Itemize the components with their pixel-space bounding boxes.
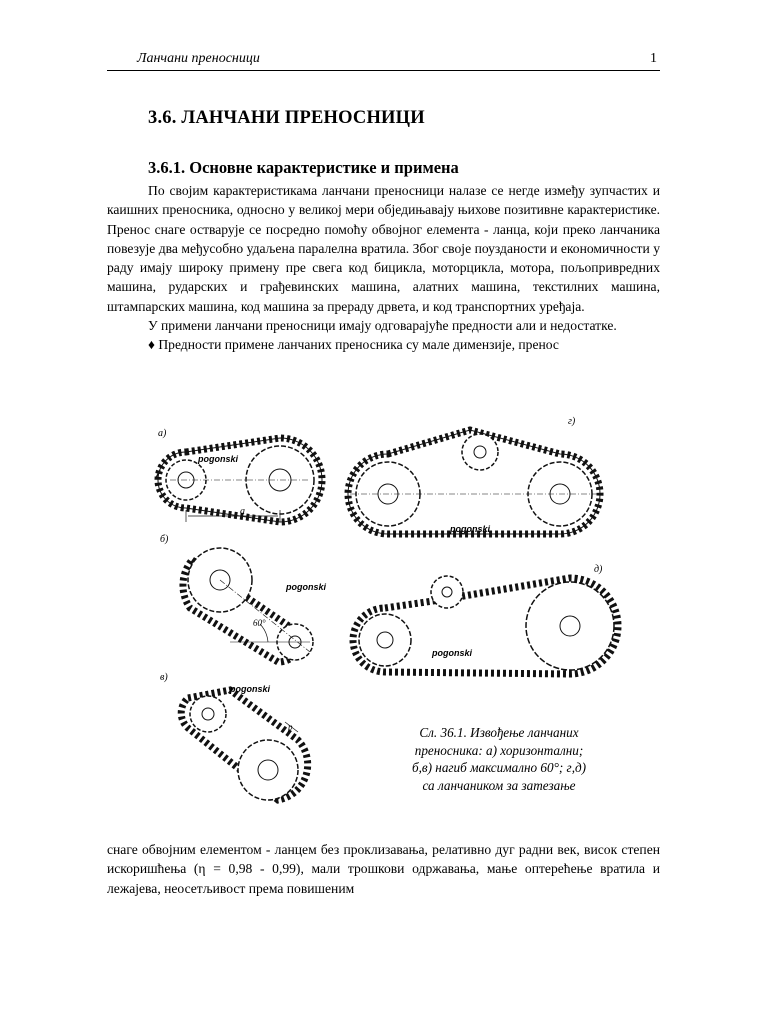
- body-text: [107, 181, 660, 355]
- drive-label: pogonski: [230, 684, 270, 694]
- caption-line: са ланчаником за затезање: [422, 777, 576, 793]
- body-text-continued: [107, 840, 660, 898]
- section-heading: 3.6. ЛАНЧАНИ ПРЕНОСНИЦИ: [148, 108, 425, 128]
- angle-label: 60°: [253, 618, 266, 628]
- header-title: Ланчани преносници: [137, 51, 260, 66]
- subsection-heading: 3.6.1. Основне карактеристике и примена: [148, 158, 459, 177]
- panel-g-tensioner: [348, 430, 600, 534]
- panel-b-inclined: [183, 548, 313, 662]
- running-header: [107, 50, 660, 71]
- paragraph: У примени ланчани преносници имају одговарајуће предности али и недостатке.: [148, 318, 617, 334]
- caption-line: Сл. 36.1. Извођење ланчаних: [419, 725, 579, 740]
- panel-label: г): [568, 416, 576, 427]
- drive-label: pogonski: [450, 524, 490, 534]
- panel-label: б): [160, 534, 169, 545]
- page-number: 1: [650, 51, 657, 66]
- drive-label: pogonski: [432, 648, 472, 658]
- panel-label: д): [594, 564, 603, 575]
- caption-line: б,в) нагиб максимално 60°; г,д): [411, 760, 587, 775]
- panel-a-horizontal: [156, 438, 322, 522]
- drive-label: pogonski: [198, 454, 238, 464]
- panel-d-tensioner: [353, 576, 618, 674]
- paragraph: По својим карактеристикама ланчани преносници налазе се негде између зупчастих и каишних преносника, односно у великој мери обједињавају њихове позитивне карактеристике. Пренос снаге остварује се посредно помоћу обвојног елемента - ланца, који преко ланчаника повезује два међусобно удаљена паралелна вратила. Због своје поузданости и економичности у раду имају широку примену пре свега код бицикла, моторцикла, мотора, пољопривредних машина, рударских и грађевинских машина, алатних машина, текстилних машина, штампарских машина, код машина за прераду дрвета, и код транспортних уређаја.: [107, 183, 660, 314]
- panel-label: в): [160, 672, 168, 683]
- caption-line: преносника: а) хоризонтални;: [414, 742, 584, 758]
- distance-label: a: [240, 506, 245, 517]
- figure-caption: [396, 724, 602, 794]
- paragraph: ♦ Предности примене ланчаних преносника су мале димензије, пренос: [148, 337, 559, 353]
- panel-v-inclined: [181, 690, 307, 800]
- paragraph: снаге обвојним елементом - ланцем без проклизавања, релативно дуг радни век, висок степен искоришћења (η = 0,98 - 0,99), мали трошкови одржавања, мање оптерећење вратила и лежајева, неосетљивост према повишеним: [107, 842, 660, 896]
- pitch-label: p: [288, 722, 293, 732]
- panel-label: а): [158, 428, 167, 439]
- drive-label: pogonski: [286, 582, 326, 592]
